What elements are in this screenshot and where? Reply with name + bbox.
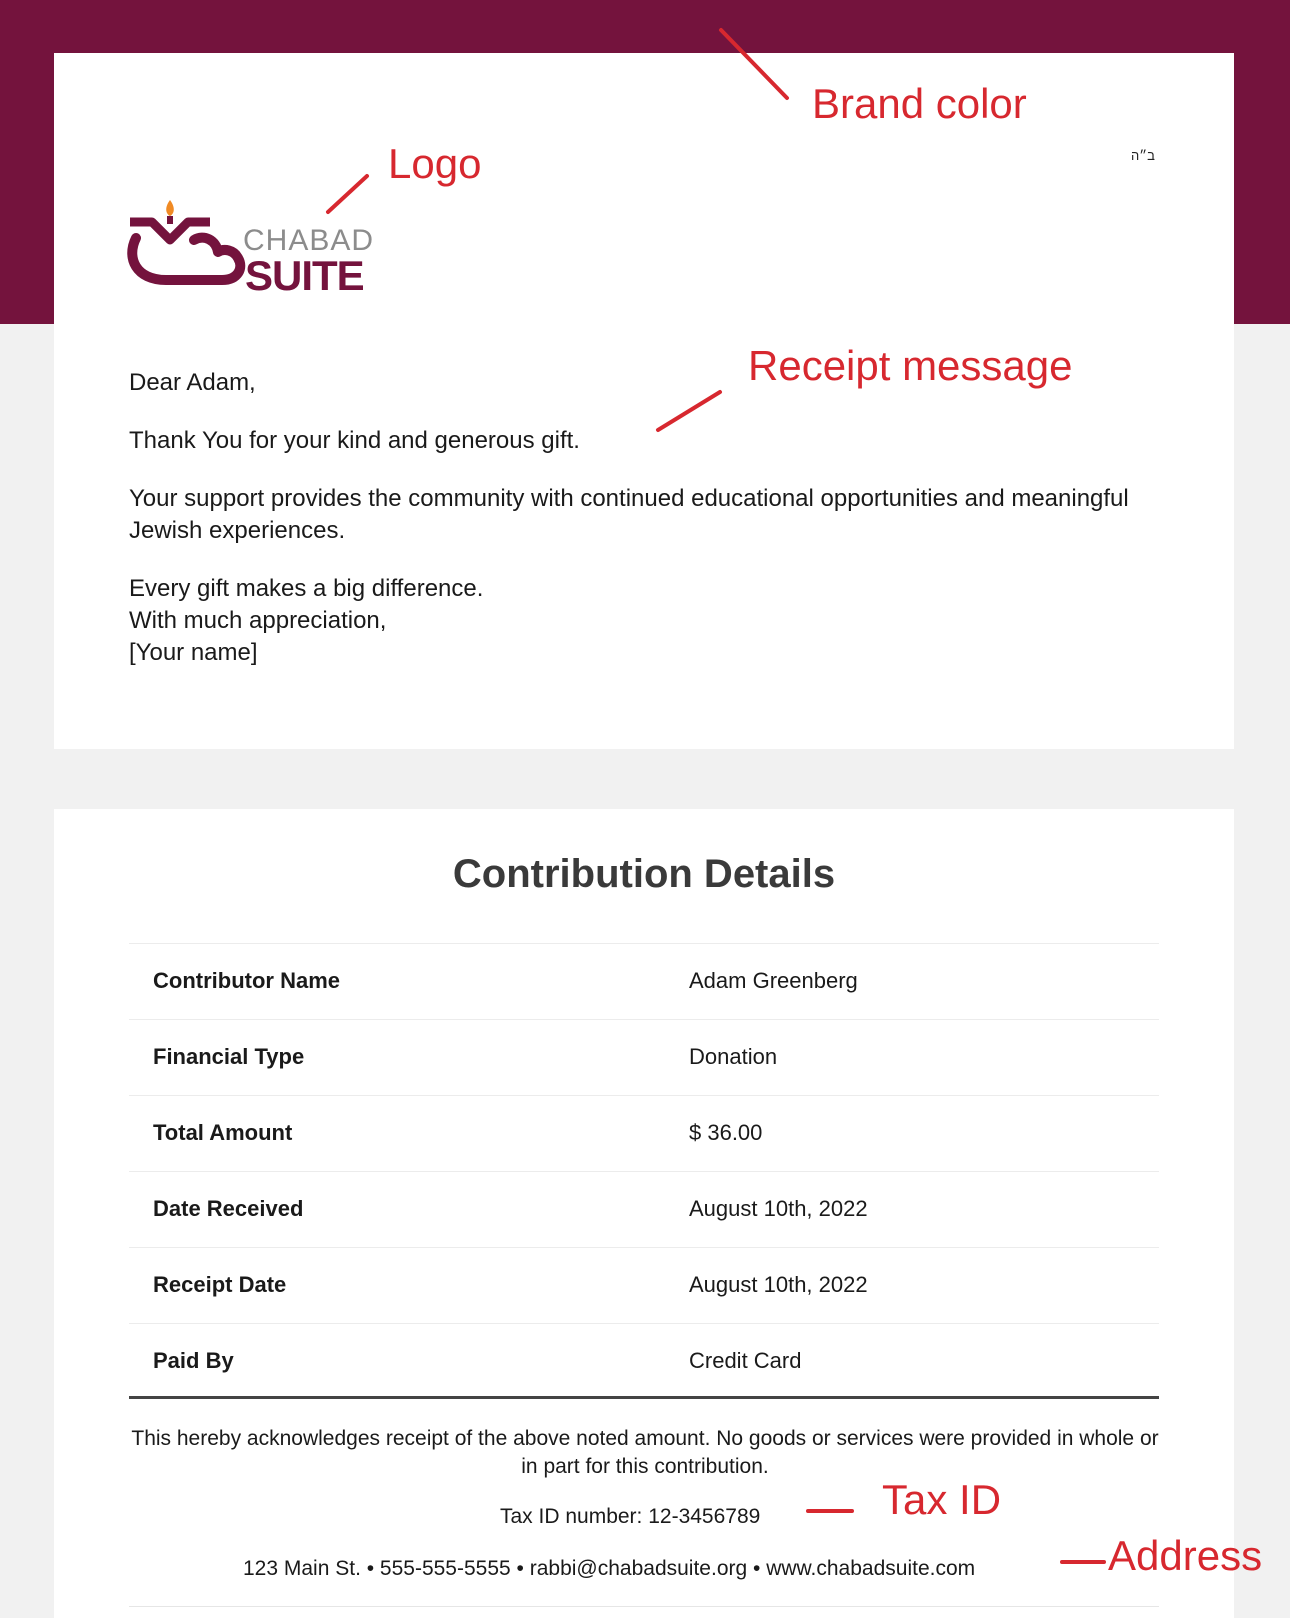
footer-divider <box>129 1606 1159 1607</box>
annotation-receipt-message: Receipt message <box>748 342 1073 389</box>
signature-placeholder: [Your name] <box>129 639 258 666</box>
table-row <box>129 1171 1159 1247</box>
greeting: Dear Adam, <box>129 369 256 396</box>
annotation-tax-id: Tax ID <box>882 1476 1002 1523</box>
row-label: Receipt Date <box>153 1272 287 1297</box>
row-label: Financial Type <box>153 1044 305 1069</box>
table-row <box>129 1323 1159 1399</box>
address-text: 123 Main St. • 555-555-5555 • rabbi@chabadsuite.org • www.chabadsuite.com <box>243 1557 976 1580</box>
closing-line: Every gift makes a big difference. <box>129 575 484 602</box>
annotation-brand-color: Brand color <box>812 80 1027 127</box>
table-row <box>129 1095 1159 1171</box>
table-row <box>129 943 1159 1019</box>
thanks-line: Thank You for your kind and generous gift. <box>129 427 580 454</box>
logo-text-chabad: CHABAD <box>243 224 375 257</box>
logo-text-suite: SUITE <box>245 252 364 299</box>
table-row <box>129 1019 1159 1095</box>
row-label: Total Amount <box>153 1120 293 1145</box>
closing-line: With much appreciation, <box>129 607 387 634</box>
closing-block <box>129 573 483 669</box>
row-label: Contributor Name <box>153 968 340 993</box>
row-label: Paid By <box>153 1348 234 1373</box>
contribution-details-table <box>129 943 1159 1399</box>
table-bottom-rule <box>129 1396 1159 1399</box>
row-value: August 10th, 2022 <box>689 1272 868 1297</box>
row-value: Adam Greenberg <box>689 968 858 993</box>
table-row <box>129 1247 1159 1323</box>
bh-mark: ב״ה <box>1131 148 1155 163</box>
support-paragraph: Your support provides the community with continued educational opportunities and meaningful Jewish experiences. <box>129 485 1129 544</box>
contribution-details-title: Contribution Details <box>452 852 836 896</box>
acknowledgement-text: This hereby acknowledges receipt of the above noted amount. No goods or services were provided in whole or in part for this contribution. <box>131 1427 1159 1478</box>
row-value: Donation <box>689 1044 778 1069</box>
annotation-logo: Logo <box>388 140 482 187</box>
row-value: Credit Card <box>689 1348 802 1373</box>
annotation-address: Address <box>1108 1532 1263 1579</box>
row-value: $ 36.00 <box>689 1120 763 1145</box>
tax-id-text: Tax ID number: 12-3456789 <box>500 1505 761 1528</box>
row-label: Date Received <box>153 1196 304 1221</box>
row-value: August 10th, 2022 <box>689 1196 868 1221</box>
